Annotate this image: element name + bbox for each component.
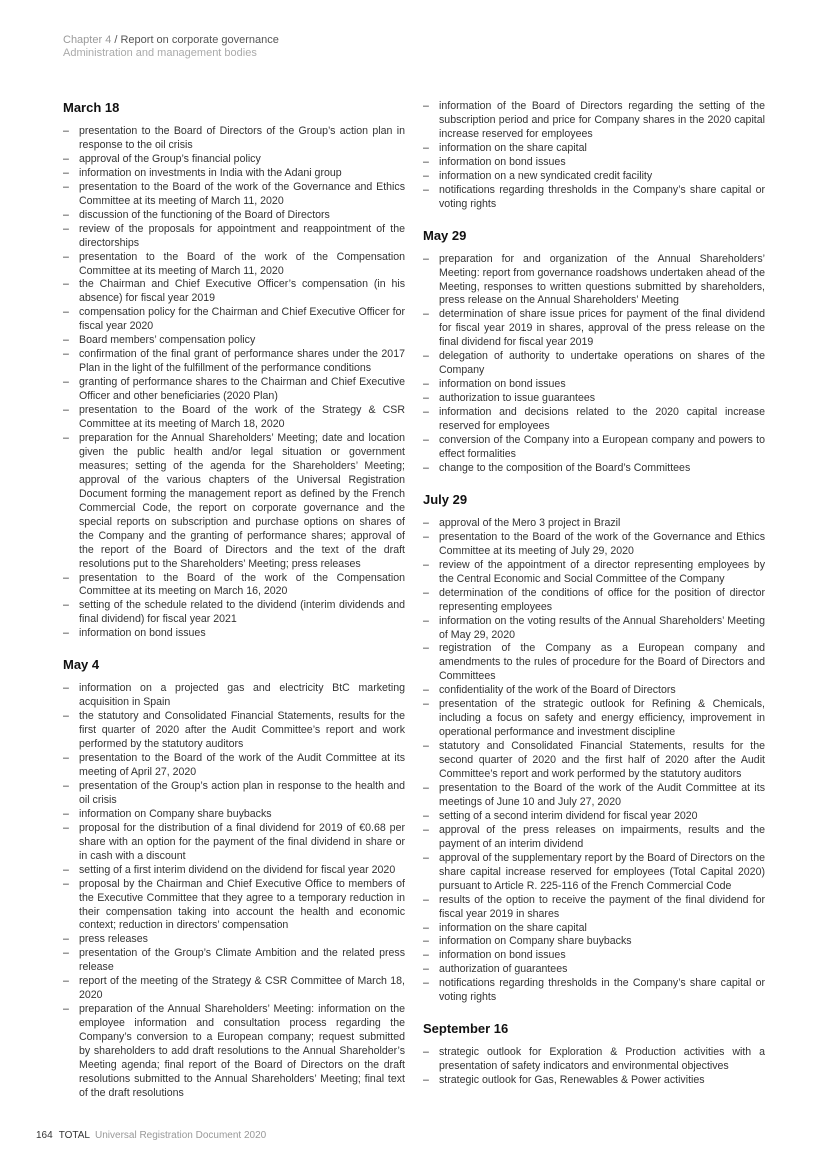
- list-item: – compensation policy for the Chairman and Chief Executive Officer for fiscal year 2020: [63, 306, 405, 334]
- list-item: – notifications regarding thresholds in the Company’s share capital or voting rights: [423, 977, 765, 1005]
- list-item: – preparation for the Annual Shareholders’ Meeting; date and location given the public health and/or legal situation or government measures; setting of the agenda for the Shareholders’ Meeting; approval of the various chapters of the Universal Registration Document forming the management report as defined by the French Commercial Code, the report on corporate governance and the special reports on subscription and purchase options on shares of the Company and the granting of performance shares; approval of the report of the Board of Directors and the text of the draft resolutions put to the Shareholders’ Meeting; press releases: [63, 432, 405, 572]
- section-heading-may-4: May 4: [63, 657, 100, 673]
- chapter-number: Chapter 4: [63, 34, 112, 46]
- list-item: – approval of the Group’s financial policy: [63, 153, 405, 167]
- section-subtitle: Administration and management bodies: [63, 47, 257, 59]
- list-item: – proposal by the Chairman and Chief Executive Office to members of the Executive Committee that they agree to a temporary reduction in their compensation taking into account the health and economic context; reduction in directors’ compensation: [63, 878, 405, 934]
- list-item: – confirmation of the final grant of performance shares under the 2017 Plan in the light of the fulfillment of the performance conditions: [63, 348, 405, 376]
- list-item: – information on the share capital: [423, 142, 765, 156]
- list-item: – approval of the Mero 3 project in Brazil: [423, 517, 765, 531]
- list-item: – determination of the conditions of office for the position of director representing employees: [423, 587, 765, 615]
- list-item: – presentation to the Board of the work of the Compensation Committee at its meeting of March 11, 2020: [63, 251, 405, 279]
- chapter-separator: /: [111, 34, 121, 46]
- list-item: – information on investments in India with the Adani group: [63, 167, 405, 181]
- right-column: [423, 100, 765, 1088]
- list-item: – information and decisions related to the 2020 capital increase reserved for employees: [423, 406, 765, 434]
- list-item: – statutory and Consolidated Financial Statements, results for the second quarter of 2020 and the first half of 2020 after the Audit Committee’s report and work performed by the statutory auditors: [423, 740, 765, 782]
- list-item: – authorization to issue guarantees: [423, 392, 765, 406]
- list-item: – review of the appointment of a director representing employees by the Central Economic and Social Committee of the Company: [423, 559, 765, 587]
- list-item: – information on bond issues: [423, 378, 765, 392]
- section-heading-march-18: March 18: [63, 100, 120, 115]
- list-item: – delegation of authority to undertake operations on shares of the Company: [423, 350, 765, 378]
- brand-name: TOTAL: [58, 1130, 90, 1141]
- list-item: – the Chairman and Chief Executive Officer’s compensation (in his absence) for fiscal year 2019: [63, 278, 405, 306]
- document-title: Universal Registration Document 2020: [95, 1130, 267, 1141]
- list-item: – review of the proposals for appointment and reappointment of the directorships: [63, 223, 405, 251]
- list-item: – setting of a second interim dividend for fiscal year 2020: [423, 810, 765, 824]
- list-item: – authorization of guarantees: [423, 963, 765, 977]
- list-item: – confidentiality of the work of the Board of Directors: [423, 684, 765, 698]
- list-item: – presentation of the strategic outlook for Refining & Chemicals, including a focus on safety and energy efficiency, improvement in operational performance and investment discipline: [423, 698, 765, 740]
- list-item: – preparation of the Annual Shareholders’ Meeting: information on the employee information and consultation process regarding the Company’s conversion to a European company; request submitted by shareholders to add draft resolutions to the Annual Shareholder’s Meeting agenda; final report of the Board of Directors on the draft resolutions submitted to the Annual Shareholders’ Meeting; final text of the draft resolutions: [63, 1003, 405, 1101]
- list-item: – proposal for the distribution of a final dividend for 2019 of €0.68 per share with an option for the payment of the final dividend in share or in cash with a discount: [63, 822, 405, 864]
- list-item: – determination of share issue prices for payment of the final dividend for fiscal year 2019 in shares, approval of the press release on the final dividend for fiscal year 2019: [423, 308, 765, 350]
- list-item: – the statutory and Consolidated Financial Statements, results for the first quarter of 2020 after the Audit Committee’s report and work performed by the statutory auditors: [63, 710, 405, 752]
- list-item: – information on the share capital: [423, 922, 765, 936]
- list-item: – information on bond issues: [63, 627, 405, 641]
- list-item: – presentation to the Board of the work of the Strategy & CSR Committee at its meeting of March 18, 2020: [63, 404, 405, 432]
- list-item: – presentation of the Group’s action plan in response to the health and oil crisis: [63, 780, 405, 808]
- list-item: – presentation to the Board of the work of the Compensation Committee at its meeting on March 16, 2020: [63, 572, 405, 600]
- list-item: – approval of the press releases on impairments, results and the payment of an interim dividend: [423, 824, 765, 852]
- list-item: – results of the option to receive the payment of the final dividend for fiscal year 2019 in shares: [423, 894, 765, 922]
- list-item: – conversion of the Company into a European company and powers to effect formalities: [423, 434, 765, 462]
- list-item: – change to the composition of the Board’s Committees: [423, 462, 765, 476]
- list-item: – press releases: [63, 933, 405, 947]
- list-item: – information on bond issues: [423, 949, 765, 963]
- section-heading-september-16: September 16: [423, 1021, 509, 1037]
- list-july-29: [423, 517, 765, 1005]
- page-footer: [36, 1130, 266, 1141]
- list-item: – registration of the Company as a European company and amendments to the rules of procedure for the Board of Directors and Committees: [423, 642, 765, 684]
- page-header: [63, 34, 279, 60]
- list-item: – strategic outlook for Exploration & Production activities with a presentation of safety indicators and environmental objectives: [423, 1046, 765, 1074]
- list-item: – information on a projected gas and electricity BtC marketing acquisition in Spain: [63, 682, 405, 710]
- section-heading-may-29: May 29: [423, 227, 467, 243]
- list-september-16: [423, 1046, 765, 1088]
- list-item: – information on Company share buybacks: [63, 808, 405, 822]
- list-item: – presentation to the Board of the work of the Governance and Ethics Committee at its meeting of July 29, 2020: [423, 531, 765, 559]
- list-item: – presentation to the Board of the work of the Audit Committee at its meeting of April 27, 2020: [63, 752, 405, 780]
- list-may-4-continued: [423, 100, 765, 212]
- list-item: – setting of the schedule related to the dividend (interim dividends and final dividend) for fiscal year 2021: [63, 599, 405, 627]
- list-item: – discussion of the functioning of the Board of Directors: [63, 209, 405, 223]
- left-column: [63, 100, 405, 1101]
- list-may-29: [423, 253, 765, 476]
- list-item: – granting of performance shares to the Chairman and Chief Executive Officer and other beneficiaries (2020 Plan): [63, 376, 405, 404]
- list-item: – presentation to the Board of the work of the Governance and Ethics Committee at its meeting of March 11, 2020: [63, 181, 405, 209]
- list-item: – information of the Board of Directors regarding the setting of the subscription period and price for Company shares in the 2020 capital increase reserved for employees: [423, 100, 765, 142]
- list-item: – information on Company share buybacks: [423, 935, 765, 949]
- chapter-title: Report on corporate governance: [120, 34, 279, 46]
- list-item: – information on a new syndicated credit facility: [423, 170, 765, 184]
- list-march-18: [63, 125, 405, 641]
- list-item: – presentation to the Board of Directors of the Group’s action plan in response to the oil crisis: [63, 125, 405, 153]
- list-may-4: [63, 682, 405, 1101]
- page-number: 164: [36, 1130, 53, 1141]
- list-item: – information on bond issues: [423, 156, 765, 170]
- list-item: – preparation for and organization of the Annual Shareholders’ Meeting: report from governance roadshows undertaken ahead of the Meeting, responses to written questions submitted by shareholders, press release on the Annual Shareholders’ Meeting: [423, 253, 765, 309]
- list-item: – Board members’ compensation policy: [63, 334, 405, 348]
- chapter-line: [63, 34, 279, 47]
- list-item: – notifications regarding thresholds in the Company’s share capital or voting rights: [423, 184, 765, 212]
- list-item: – presentation of the Group’s Climate Ambition and the related press release: [63, 947, 405, 975]
- list-item: – setting of a first interim dividend on the dividend for fiscal year 2020: [63, 864, 405, 878]
- list-item: – report of the meeting of the Strategy & CSR Committee of March 18, 2020: [63, 975, 405, 1003]
- list-item: – presentation to the Board of the work of the Audit Committee at its meetings of June 10 and July 27, 2020: [423, 782, 765, 810]
- list-item: – strategic outlook for Gas, Renewables & Power activities: [423, 1074, 765, 1088]
- list-item: – information on the voting results of the Annual Shareholders’ Meeting of May 29, 2020: [423, 615, 765, 643]
- list-item: – approval of the supplementary report by the Board of Directors on the share capital increase reserved for employees (Total Capital 2020) pursuant to Article R. 225-116 of the French Commercial Code: [423, 852, 765, 894]
- section-heading-july-29: July 29: [423, 491, 468, 507]
